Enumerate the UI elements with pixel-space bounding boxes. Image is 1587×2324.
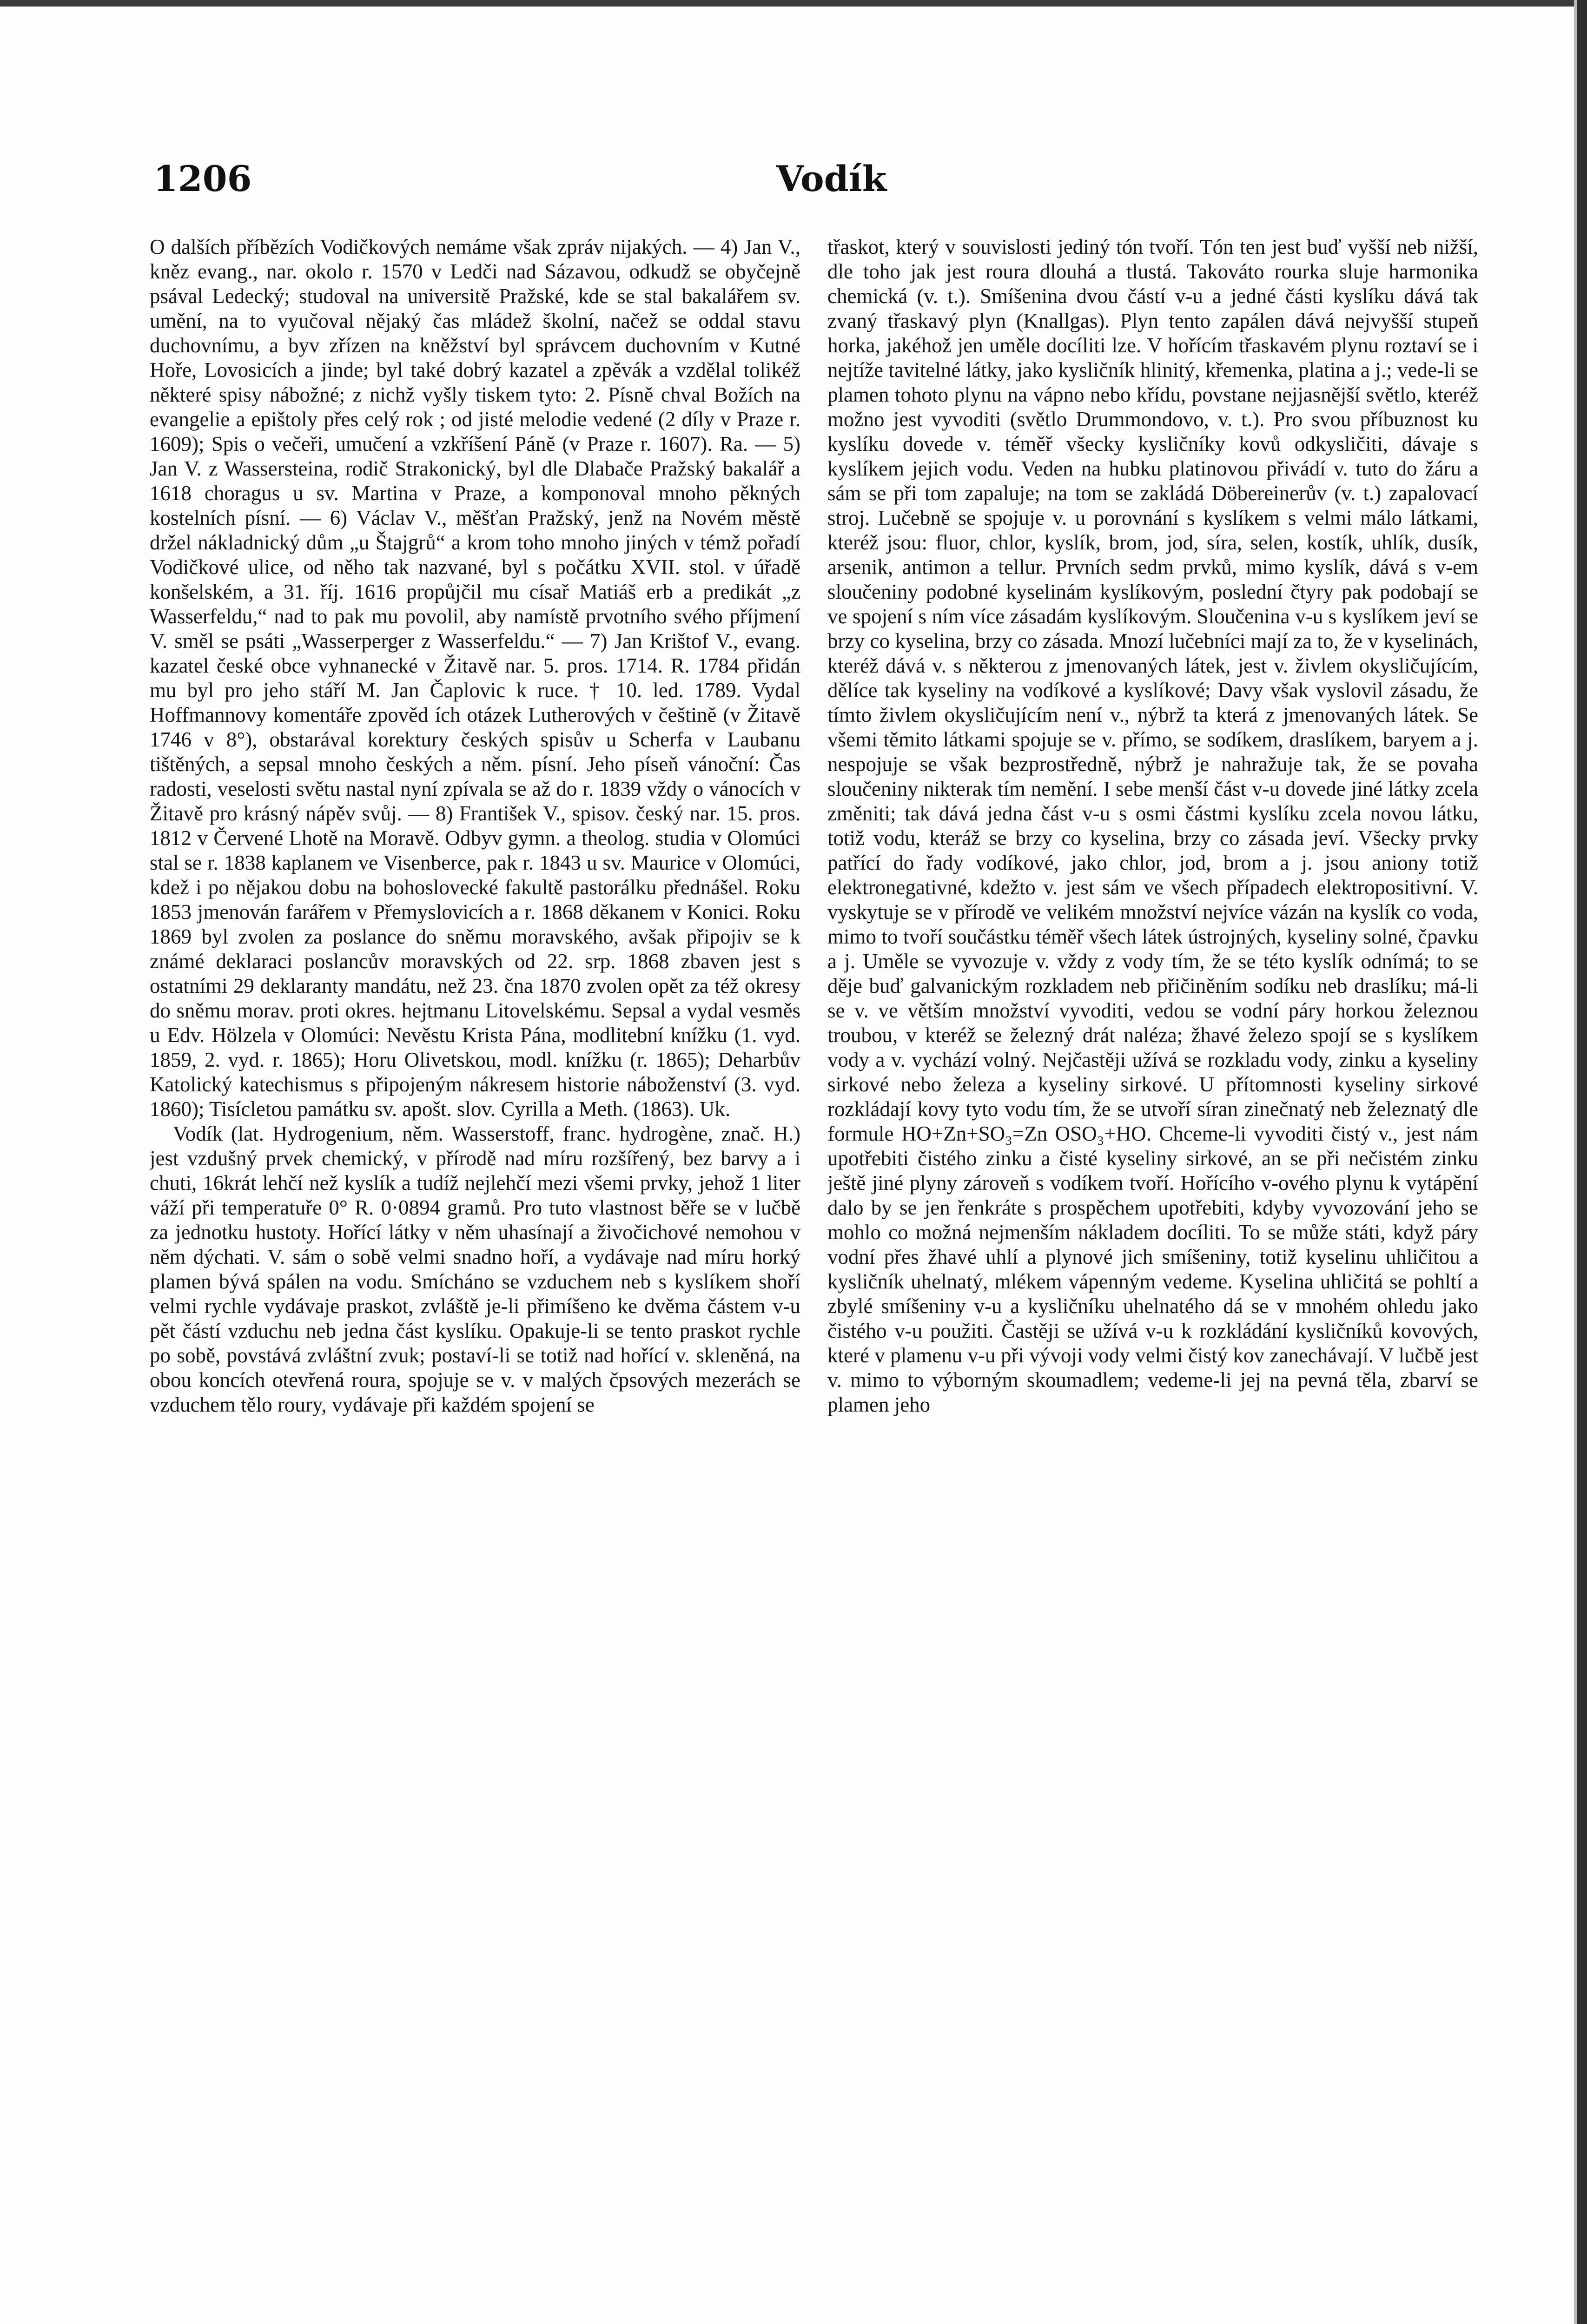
left-column — [150, 235, 800, 2312]
paragraph-vodicka-continued: O dalších příbězích Vodičkových nemáme však zpráv nijakých. — 4) Jan V., kněz evang., nar. okolo r. 1570 v Ledči nad Sázavou, odkudž se obyčejně psával Ledecký; studoval na universitě Pražské, kde se stal bakalářem sv. umění, na to vyučoval nějaký čas mládež školní, načež se oddal stavu duchovnímu, a byv zřízen na kněžství byl správcem duchovním v Kutné Hoře, Lovosicích a jinde; byl také dobrý kazatel a zpěvák a vzdělal tolikéž některé spisy nábožné; z nichž vyšly tiskem tyto: 2. Písně chval Božích na evangelie a epištoly přes celý rok ; od jisté melodie vedené (2 díly v Praze r. 1609); Spis o večeři, umučení a vzkříšení Páně (v Praze r. 1607). Ra. — 5) Jan V. z Wassersteina, rodič Strakonický, byl dle Dlabače Pražský bakalář a 1618 choragus u sv. Martina v Praze, a komponoval mnoho pěkných kostelních písní. — 6) Václav V., měšťan Pražský, jenž na Novém městě držel nákladnický dům „u Štajgrů“ a krom toho mnoho jiných v témž pořadí Vodičkové ulice, od něho tak nazvané, byl s počátku XVII. stol. v úřadě konšelském, a 31. říj. 1616 propůjčil mu císař Matiáš erb a predikát „z Wasserfeldu,“ nad to pak mu povolil, aby namístě prvotního svého příjmení V. směl se psáti „Wasserperger z Wasserfeldu.“ — 7) Jan Krištof V., evang. kazatel české obce vyhnanecké v Žitavě nar. 5. pros. 1714. R. 1784 přidán mu byl pro jeho stáří M. Jan Čaplovic k ruce. † 10. led. 1789. Vydal Hoffmannovy komentáře zpověd ích otázek Lutherových v češtině (v Žitavě 1746 v 8°), obstarával korektury českých spisův u Scherfa v Laubanu tištěných, a sepsal mnoho českých a něm. písní. Jeho píseň vánoční: Čas radosti, veselosti světu nastal nyní zpívala se až do r. 1839 vždy o vánocích v Žitavě pro krásný nápěv svůj. — 8) František V., spisov. český nar. 15. pros. 1812 v Červené Lhotě na Moravě. Odbyv gymn. a theolog. studia v Olomúci stal se r. 1838 kaplanem ve Visenberce, pak r. 1843 u sv. Maurice v Olomúci, kdež i po nějakou dobu na bohoslovecké fakultě pastorálku přednášel. Roku 1853 jmenován farářem v Přemyslovicích a r. 1868 děkanem v Konici. Roku 1869 byl zvolen za poslance do sněmu moravského, avšak připojiv se k známé deklaraci poslancův moravských od 22. srp. 1868 zbaven jest s ostatními 29 deklaranty mandátu, než 23. čna 1870 zvolen opět za též okresy do sněmu morav. proti okres. hejtmanu Litovelskému. Sepsal a vydal vesměs u Edv. Hölzela v Olomúci: Nevěstu Krista Pána, modlitební knížku (1. vyd. 1859, 2. vyd. r. 1865); Horu Olivetskou, modl. knížku (r. 1865); Deharbův Katolický katechismus s připojeným nákresem historie náboženství (3. vyd. 1860); Tisícletou památku sv. apošt. slov. Cyrilla a Meth. (1863). Uk. — [150, 235, 800, 1121]
right-column — [827, 235, 1478, 2312]
scan-edge-top — [0, 0, 1587, 7]
paragraph-vodik-entry: Vodík (lat. Hydrogenium, něm. Wasserstoff, franc. hydrogène, znač. H.) jest vzdušný prvek chemický, v přírodě nad míru rozšířený, bez barvy a i chuti, 16krát lehčí než kyslík a tudíž nejlehčí mezi všemi prvky, jehož 1 liter váží při temperatuře 0° R. 0·0894 gramů. Pro tuto vlastnost běře se v lučbě za jednotku hustoty. Hořící látky v něm uhasínají a živočichové nemohou v něm dýchati. V. sám o sobě velmi snadno hoří, a vydávaje nad míru horký plamen bývá spálen na vodu. Smícháno se vzduchem neb s kyslíkem shoří velmi rychle vydávaje praskot, zvláště je-li přimíšeno ke dvěma částem v-u pět částí vzduchu neb jedna část kyslíku. Opakuje-li se tento praskot rychle po sobě, povstává zvláštní zvuk; postaví-li se totiž nad hořící v. skleněná, na obou koncích otevřená roura, spojuje se v. v malých čpsových mezerách se vzduchem tělo roury, vydávaje při každém spojení se — [150, 1122, 800, 1416]
paragraph-vodik-continued: třaskot, který v souvislosti jediný tón tvoří. Tón ten jest buď vyšší neb nižší, dle toho jak jest roura dlouhá a tlustá. Takováto rourka sluje harmonika chemická (v. t.). Smíšenina dvou částí v-u a jedné části kyslíku dává tak zvaný třaskavý plyn (Knallgas). Plyn tento zapálen dává nejvyšší stupeň horka, jakéhož jen uměle docíliti lze. V hořícím třaskavém plynu roztaví se i nejtíže tavitelné látky, jako kysličník hlinitý, křemenka, platina a j.; vede-li se plamen tohoto plynu na vápno nebo křídu, povstane nejjasnější světlo, kteréž možno jest vyvoditi (světlo Drummondovo, v. t.). Pro svou příbuznost ku kyslíku dovede v. téměř všecky kysličníky kovů odkysličiti, dávaje s kyslíkem jejich vodu. Veden na hubku platinovou přivádí v. tuto do žáru a sám se při tom zapaluje; na tom se zakládá Döbereinerův (v. t.) zapalovací stroj. Lučebně se spojuje v. u porovnání s kyslíkem s velmi málo látkami, kteréž jsou: fluor, chlor, kyslík, brom, jod, síra, selen, kostík, uhlík, dusík, arsenik, antimon a tellur. Prvních sedm prvků, mimo kyslík, dává s v-em sloučeniny podobné kyselinám kyslíkovým, poslední čtyry pak podobají se ve spojení s ním více zásadám kyslíkovým. Sloučenina v-u s kyslíkem jeví se brzy co kyselina, brzy co zásada. Mnozí lučebníci mají za to, že v kyselinách, kteréž dává v. s některou z jmenovaných látek, jest v. živlem okysličujícím, dělíce tak kyseliny na vodíkové a kyslíkové; Davy však vyslovil zásadu, že tímto živlem okysličujícím není v., nýbrž ta která z jmenovaných látek. Se všemi těmito látkami spojuje se v. přímo, se sodíkem, draslíkem, baryem a j. nespojuje se však bezprostředně, nýbrž je nahražuje tak, že se povaha sloučeniny nikterak tím nemění. I sebe menší část v-u dovede jiné látky zcela změniti; tak dává jedna část v-u s osmi částmi kyslíku zcela novou látku, totiž vodu, kteráž se brzy co kyselina, brzy co zásada jeví. Všecky prvky patřící do řady vodíkové, jako chlor, jod, brom a j. jsou aniony totiž elektronegativné, kdežto v. jest sám ve všech případech elektropositivní. V. vyskytuje se v přírodě ve velikém množství nejvíce vázán na kyslík co voda, mimo to tvoří součástku téměř všech látek ústrojných, kyseliny solné, čpavku a j. Uměle se vyvozuje v. vždy z vody tím, že se této kyslík odnímá; to se děje buď galvanickým rozkladem neb přičiněním sodíku neb draslíku; má-li se v. ve větším množství vyvoditi, vedou se vodní páry horkou železnou troubou, v kteréž se železný drát naléza; žhavé železo spojí se s kyslíkem vody a v. vychází volný. Nejčastěji užívá se rozkladu vody, zinku a kyseliny sirkové nebo železa a kyseliny sirkové. U přítomnosti kyseliny sirkové rozkládají kovy tyto vodu tím, že se utvoří síran zinečnatý neb železnatý dle formule HO+Zn+SO₃=Zn OSO₃+HO. Chceme-li vyvoditi čistý v., jest nám upotřebiti čistého zinku a čisté kyseliny sirkové, an se při nečistém zinku ještě jiné plyny zároveň s vodíkem tvoří. Hořícího v-ového plynu k vytápění dalo by se jen řenkráte s prospěchem upotřebiti, kdyby vyvozování jeho se mohlo co možná nejmenším nákladem docíliti. To se může státi, když páry vodní přes žhavé uhlí a plynové jich smíšeniny, totiž kyselinu uhličitou a kysličník uhelnatý, mlékem vápenným vedeme. Kyselina uhličitá se pohltí a zbylé smíšeniny v-u a kysličníku uhelnatého dá se v mnohém ohledu jako čistého v-u použiti. Častěji se užívá v-u k rozkládání kysličníků kovových, které v plamenu v-u při vývoji vody velmi čistý kov zanechávají. V lučbě jest v. mimo to výborným skoumadlem; vedeme-li jej na pevná těla, zbarví se plamen jeho — [827, 235, 1478, 1416]
scan-edge-right — [1577, 0, 1587, 2324]
page-header — [0, 158, 1587, 218]
page-number: 1206 — [153, 158, 252, 199]
running-head: Vodík — [776, 158, 887, 199]
